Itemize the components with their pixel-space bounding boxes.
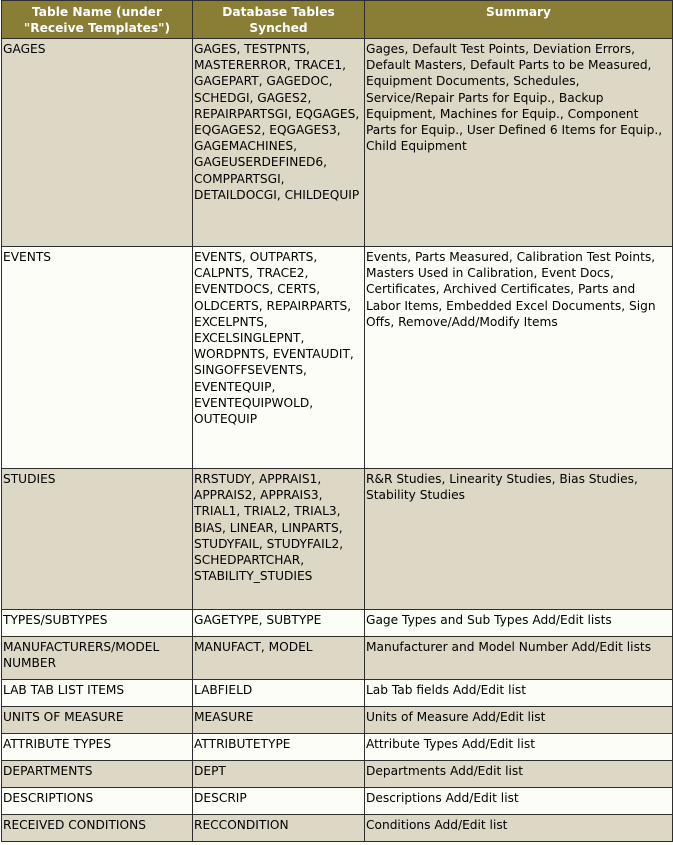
summary-cell: Manufacturer and Model Number Add/Edit lists bbox=[365, 637, 673, 680]
summary-cell: R&R Studies, Linearity Studies, Bias Studies, Stability Studies bbox=[365, 469, 673, 610]
table-name-cell: ATTRIBUTE TYPES bbox=[2, 734, 193, 761]
database-tables-cell: LABFIELD bbox=[193, 680, 365, 707]
database-tables-cell: MANUFACT, MODEL bbox=[193, 637, 365, 680]
database-tables-cell: GAGETYPE, SUBTYPE bbox=[193, 610, 365, 637]
table-row bbox=[2, 39, 673, 247]
database-tables-cell: RRSTUDY, APPRAIS1, APPRAIS2, APPRAIS3, TRIAL1, TRIAL2, TRIAL3, BIAS, LINEAR, LINPARTS, STUDYFAIL, STUDYFAIL2, SCHEDPARTCHAR, STABILITY_STUDIES bbox=[193, 469, 365, 610]
summary-cell: Units of Measure Add/Edit list bbox=[365, 707, 673, 734]
database-tables-cell: ATTRIBUTETYPE bbox=[193, 734, 365, 761]
table-name-cell: DESCRIPTIONS bbox=[2, 788, 193, 815]
database-tables-cell: DEPT bbox=[193, 761, 365, 788]
header-row bbox=[2, 1, 673, 39]
table-name-cell: GAGES bbox=[2, 39, 193, 247]
table-row bbox=[2, 788, 673, 815]
table-row bbox=[2, 707, 673, 734]
table-name-cell: TYPES/SUBTYPES bbox=[2, 610, 193, 637]
table-row bbox=[2, 734, 673, 761]
table-row bbox=[2, 761, 673, 788]
table-name-cell: DEPARTMENTS bbox=[2, 761, 193, 788]
summary-cell: Events, Parts Measured, Calibration Test Points, Masters Used in Calibration, Event Docs, Certificates, Archived Certificates, Parts and Labor Items, Embedded Excel Documents, Sign Offs, Remove/Add/Modify Items bbox=[365, 247, 673, 469]
summary-cell: Lab Tab fields Add/Edit list bbox=[365, 680, 673, 707]
summary-cell: Gages, Default Test Points, Deviation Errors, Default Masters, Default Parts to be Measured, Equipment Documents, Schedules, Service/Repair Parts for Equip., Backup Equipment, Machines for Equip., Component Parts for Equip., User Defined 6 Items for Equip., Child Equipment bbox=[365, 39, 673, 247]
table-name-cell: UNITS OF MEASURE bbox=[2, 707, 193, 734]
table-name-cell: LAB TAB LIST ITEMS bbox=[2, 680, 193, 707]
table-name-cell: RECEIVED CONDITIONS bbox=[2, 815, 193, 842]
table-row bbox=[2, 610, 673, 637]
header-table-name: Table Name (under "Receive Templates") bbox=[2, 1, 193, 39]
table-row bbox=[2, 469, 673, 610]
database-tables-cell: DESCRIP bbox=[193, 788, 365, 815]
summary-cell: Descriptions Add/Edit list bbox=[365, 788, 673, 815]
header-database-tables: Database Tables Synched bbox=[193, 1, 365, 39]
database-tables-cell: EVENTS, OUTPARTS, CALPNTS, TRACE2, EVENTDOCS, CERTS, OLDCERTS, REPAIRPARTS, EXCELPNTS, EXCELSINGLEPNT, WORDPNTS, EVENTAUDIT, SINGOFFSEVENTS, EVENTEQUIP, EVENTEQUIPWOLD, OUTEQUIP bbox=[193, 247, 365, 469]
header-summary: Summary bbox=[365, 1, 673, 39]
summary-cell: Conditions Add/Edit list bbox=[365, 815, 673, 842]
table-name-cell: STUDIES bbox=[2, 469, 193, 610]
summary-cell: Gage Types and Sub Types Add/Edit lists bbox=[365, 610, 673, 637]
table-row bbox=[2, 680, 673, 707]
summary-cell: Attribute Types Add/Edit list bbox=[365, 734, 673, 761]
table-name-cell: MANUFACTURERS/MODEL NUMBER bbox=[2, 637, 193, 680]
summary-cell: Departments Add/Edit list bbox=[365, 761, 673, 788]
table-row bbox=[2, 815, 673, 842]
database-tables-cell: MEASURE bbox=[193, 707, 365, 734]
sync-tables-table bbox=[1, 0, 673, 842]
database-tables-cell: GAGES, TESTPNTS, MASTERERROR, TRACE1, GAGEPART, GAGEDOC, SCHEDGI, GAGES2, REPAIRPARTSGI, EQGAGES, EQGAGES2, EQGAGES3, GAGEMACHINES, GAGEUSERDEFINED6, COMPPARTSGI, DETAILDOCGI, CHILDEQUIP bbox=[193, 39, 365, 247]
table-row bbox=[2, 637, 673, 680]
table-row bbox=[2, 247, 673, 469]
database-tables-cell: RECCONDITION bbox=[193, 815, 365, 842]
table-name-cell: EVENTS bbox=[2, 247, 193, 469]
